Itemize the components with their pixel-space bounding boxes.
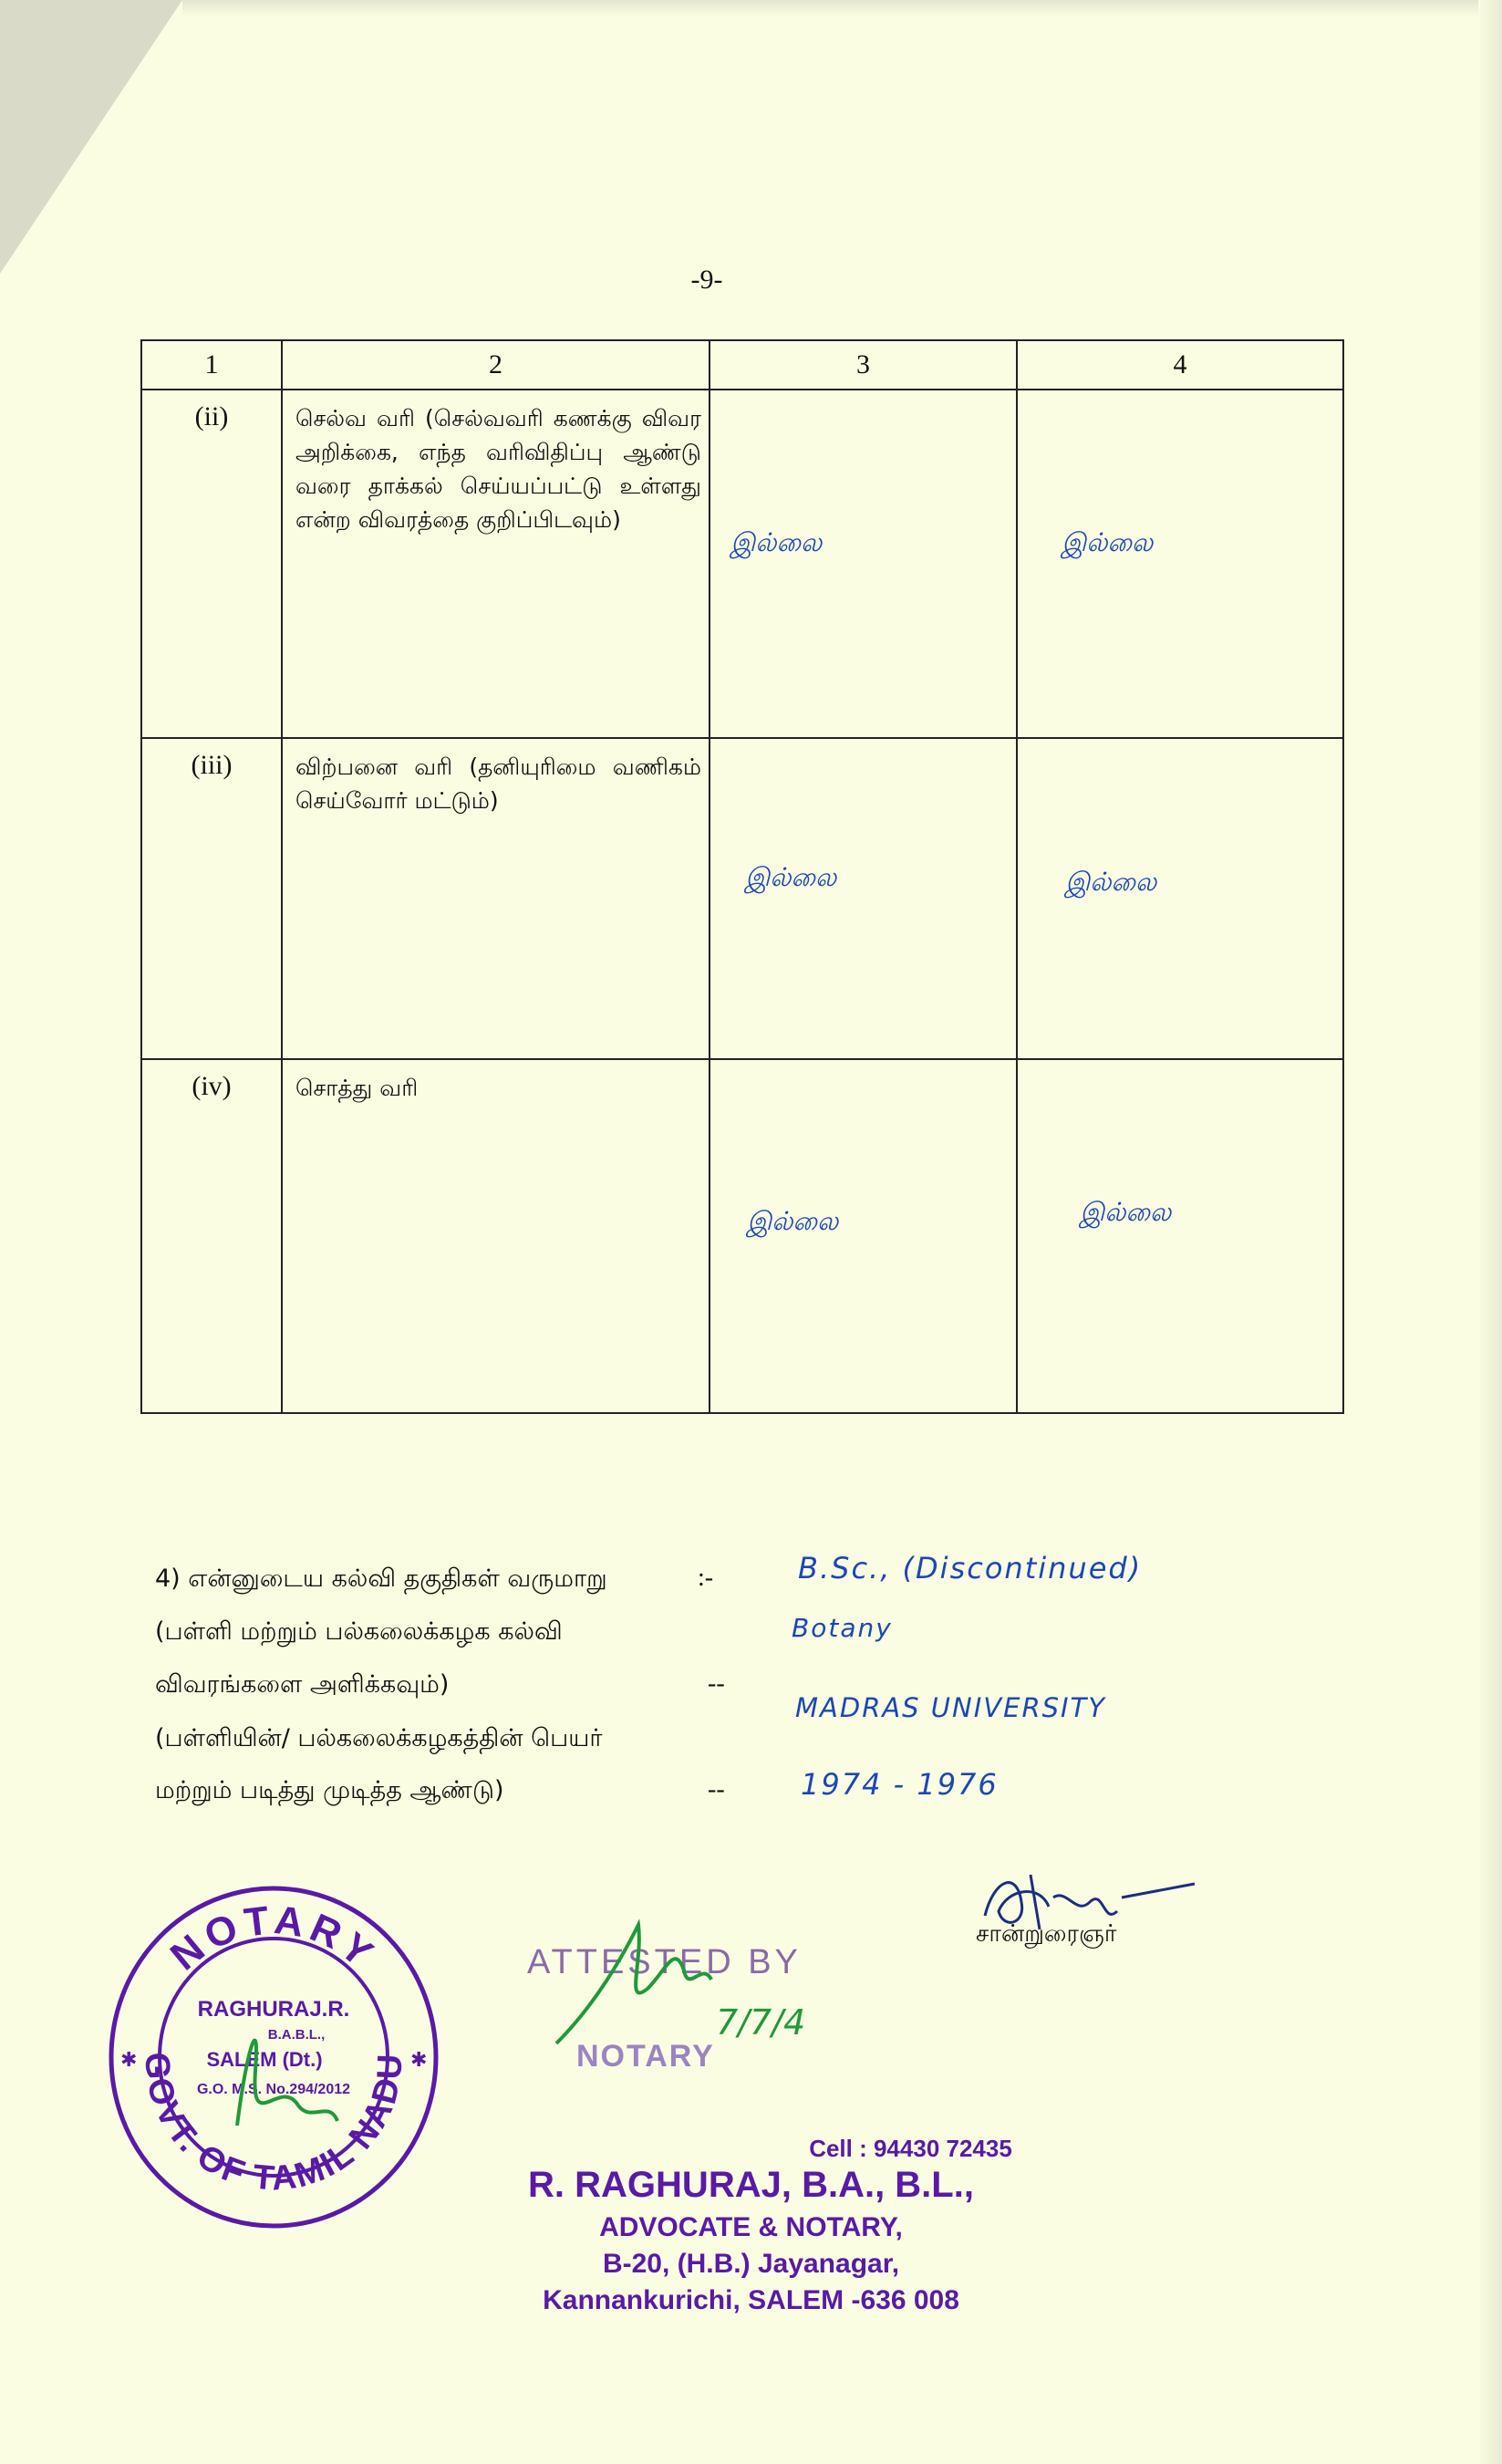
handwritten-entry: இல்லை bbox=[730, 527, 823, 558]
folded-corner bbox=[0, 0, 182, 274]
table-row bbox=[141, 1059, 1343, 1413]
notary-word: NOTARY bbox=[576, 2039, 715, 2074]
separator: :- bbox=[698, 1564, 714, 1592]
column-header: 2 bbox=[282, 340, 710, 390]
education-label-line: (பள்ளியின்/ பல்கலைக்கழகத்தின் பெயர் bbox=[155, 1724, 603, 1752]
stamp-top-text: NOTARY bbox=[161, 1897, 386, 1980]
row-value-col4 bbox=[1017, 738, 1343, 1059]
handwritten-entry: இல்லை bbox=[1080, 1196, 1172, 1227]
handwritten-entry: இல்லை bbox=[745, 862, 837, 893]
education-label-line: 4) என்னுடைய கல்வி தகுதிகள் வருமாறு bbox=[155, 1565, 607, 1593]
education-label-line: மற்றும் படித்து முடித்த ஆண்டு) bbox=[155, 1776, 504, 1804]
education-university: MADRAS UNIVERSITY bbox=[795, 1692, 1106, 1723]
stamp-star-icon: ✱ bbox=[120, 2048, 138, 2071]
stamp-star-icon: ✱ bbox=[410, 2048, 428, 2071]
row-number: (ii) bbox=[141, 390, 282, 738]
handwritten-entry: இல்லை bbox=[1065, 867, 1157, 898]
education-label-line: விவரங்களை அளிக்கவும்) bbox=[155, 1670, 450, 1699]
row-value-col4 bbox=[1017, 390, 1343, 738]
signature-label: சான்றுரைஞர் bbox=[976, 1920, 1117, 1948]
paper-edge-top bbox=[182, 0, 1486, 16]
row-value-col3 bbox=[710, 738, 1017, 1059]
attested-by-label: ATTESTED BY bbox=[527, 1943, 802, 1981]
separator: -- bbox=[708, 1669, 725, 1698]
column-header: 3 bbox=[710, 340, 1017, 390]
address-name: R. RAGHURAJ, B.A., B.L., bbox=[528, 2165, 974, 2205]
education-subject: Botany bbox=[792, 1613, 893, 1643]
paper-edge-right bbox=[1478, 0, 1502, 2464]
row-value-col4 bbox=[1017, 1059, 1343, 1413]
handwritten-entry: இல்லை bbox=[1062, 527, 1154, 558]
stamp-bottom-text: GOVT. OF TAMIL NADU bbox=[137, 2051, 410, 2199]
tax-details-table bbox=[140, 339, 1344, 1414]
stamp-name: RAGHURAJ.R. bbox=[197, 1997, 350, 2022]
row-description: சொத்து வரி bbox=[282, 1059, 710, 1413]
row-number: (iii) bbox=[141, 738, 282, 1059]
column-header: 4 bbox=[1017, 340, 1343, 390]
education-degree: B.Sc., (Discontinued) bbox=[798, 1551, 1143, 1585]
page-number: -9- bbox=[690, 265, 723, 295]
row-description: விற்பனை வரி (தனியுரிமை வணிகம் செய்வோர் மட்டும்) bbox=[282, 738, 710, 1059]
education-label-line: (பள்ளி மற்றும் பல்கலைக்கழக கல்வி bbox=[155, 1617, 563, 1646]
stamp-order: G.O. M.S. No.294/2012 bbox=[196, 2082, 351, 2097]
row-value-col3 bbox=[710, 1059, 1017, 1413]
stamp-place: SALEM (Dt.) bbox=[206, 2048, 323, 2071]
address-line1: B-20, (H.B.) Jayanagar, bbox=[602, 2249, 900, 2279]
stamp-quals: B.A.B.L., bbox=[267, 2027, 326, 2043]
table-row bbox=[141, 738, 1343, 1059]
column-header: 1 bbox=[141, 340, 282, 390]
address-title: ADVOCATE & NOTARY, bbox=[599, 2212, 903, 2242]
handwritten-entry: இல்லை bbox=[747, 1205, 839, 1236]
table-row bbox=[141, 390, 1343, 738]
address-line2: Kannankurichi, SALEM -636 008 bbox=[543, 2285, 959, 2315]
row-number: (iv) bbox=[141, 1059, 282, 1413]
education-years: 1974 - 1976 bbox=[801, 1767, 999, 1802]
row-description: செல்வ வரி (செல்வவரி கணக்கு விவர அறிக்கை, எந்த வரிவிதிப்பு ஆண்டு வரை தாக்கல் செய்யப்பட்டு உள்ளது என்ற விவரத்தை குறிப்பிடவும்) bbox=[282, 390, 710, 738]
table-header-row bbox=[141, 340, 1343, 390]
separator: -- bbox=[708, 1775, 725, 1804]
row-value-col3 bbox=[710, 390, 1017, 738]
address-cell: Cell : 94430 72435 bbox=[809, 2135, 1012, 2162]
notary-initials: 7/7/4 bbox=[716, 2002, 806, 2043]
